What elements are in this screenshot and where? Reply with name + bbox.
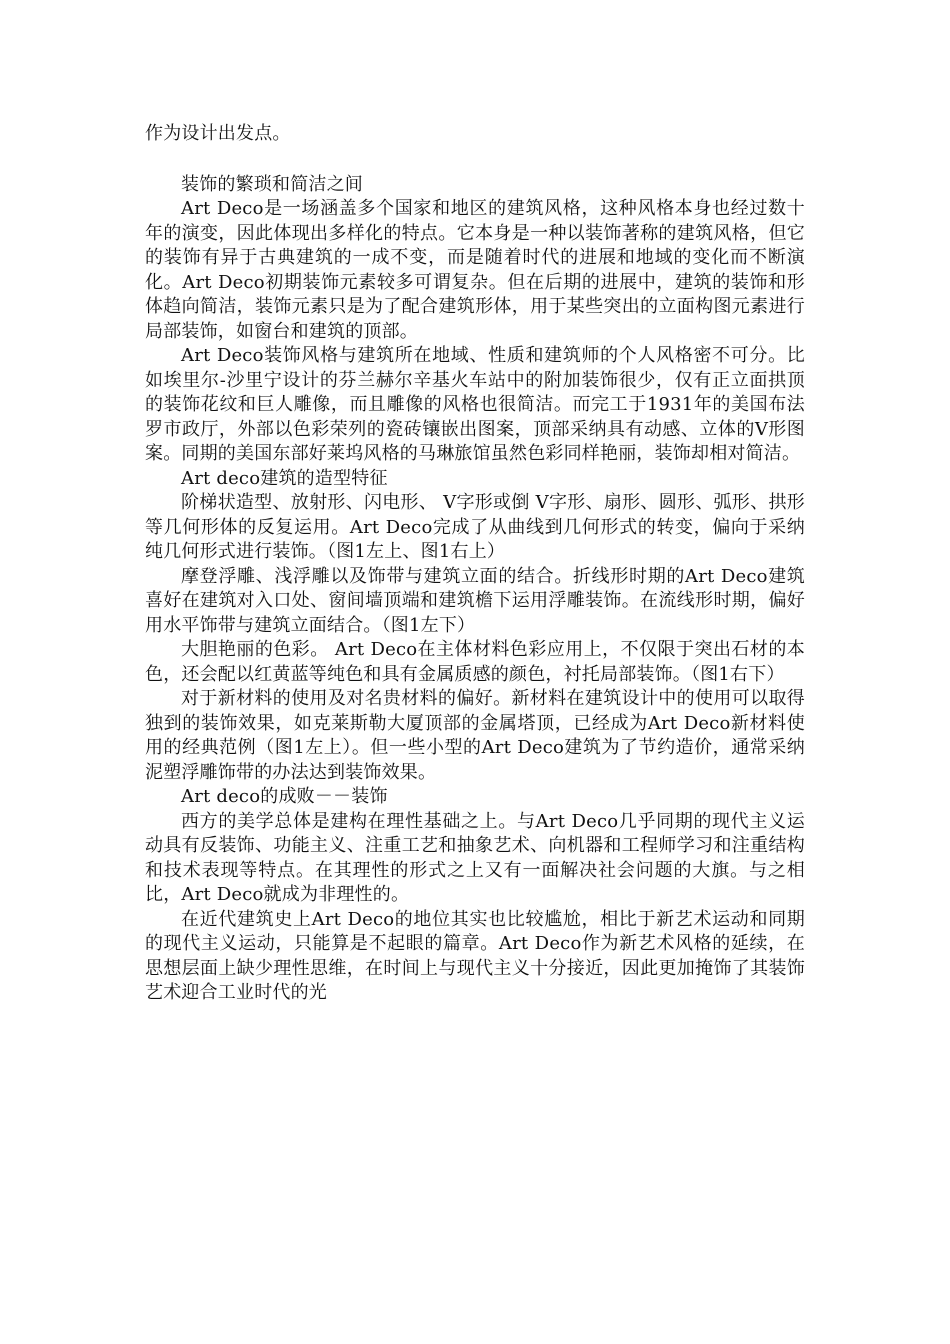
paragraph-gap <box>145 147 805 173</box>
paragraph-western-aesthetics: 西方的美学总体是建构在理性基础之上。与Art Deco几乎同期的现代主义运动具有反装饰、功能主义、注重工艺和抽象艺术、向机器和工程师学习和注重结构和技术表现等特点。在其理性的形式之上又有一面解决社会问题的大旗。与之相比，Art Deco就成为非理性的。 <box>145 810 805 905</box>
section-heading-ornament: 装饰的繁琐和简洁之间 <box>181 173 363 195</box>
paragraph-colors: 大胆艳丽的色彩。 Art Deco在主体材料色彩应用上，不仅限于突出石材的本色，还会配以红黄蓝等纯色和具有金属质感的颜色，衬托局部装饰。（图1右下） <box>145 639 805 685</box>
document-body <box>145 122 805 1006</box>
paragraph-materials: 对于新材料的使用及对名贵材料的偏好。新材料在建筑设计中的使用可以取得独到的装饰效果，如克莱斯勒大厦顶部的金属塔顶，已经成为Art Deco新材料使用的经典范例（图1左上）。但一些小型的Art Deco建筑为了节约造价，通常采纳泥塑浮雕饰带的办法达到装饰效果。 <box>145 688 805 783</box>
section-heading-form-features: Art deco建筑的造型特征 <box>181 467 388 489</box>
paragraph-continuation: 作为设计出发点。 <box>145 123 291 144</box>
paragraph-geometric-forms: 阶梯状造型、放射形、闪电形、 V字形或倒 V字形、扇形、圆形、弧形、拱形等几何形体的反复运用。Art Deco完成了从曲线到几何形式的转变，偏向于采纳纯几何形式进行装饰。（图1左上、图1右上） <box>145 492 805 562</box>
paragraph-relief: 摩登浮雕、浅浮雕以及饰带与建筑立面的结合。折线形时期的Art Deco建筑喜好在建筑对入口处、窗间墙顶端和建筑檐下运用浮雕装饰。在流线形时期，偏好用水平饰带与建筑立面结合。（图1左下） <box>145 565 805 636</box>
section-heading-success-failure: Art deco的成败－－装饰 <box>181 786 388 807</box>
paragraph-history-position: 在近代建筑史上Art Deco的地位其实也比较尴尬，相比于新艺术运动和同期的现代主义运动，只能算是不起眼的篇章。Art Deco作为新艺术风格的延续，在思想层面上缺少理性思维，在时间上与现代主义十分接近，因此更加掩饰了其装饰艺术迎合工业时代的光 <box>145 908 805 1003</box>
paragraph-ornament-evolution: Art Deco是一场涵盖多个国家和地区的建筑风格，这种风格本身也经过数十年的演变，因此体现出多样化的特点。它本身是一种以装饰著称的建筑风格，但它的装饰有异于古典建筑的一成不变，而是随着时代的进展和地域的变化而不断演化。Art Deco初期装饰元素较多可谓复杂。但在后期的进展中，建筑的装饰和形体趋向简洁，装饰元素只是为了配合建筑形体，用于某些突出的立面构图元素进行局部装饰，如窗台和建筑的顶部。 <box>145 198 805 342</box>
paragraph-ornament-region: Art Deco装饰风格与建筑所在地域、性质和建筑师的个人风格密不可分。比如埃里尔-沙里宁设计的芬兰赫尔辛基火车站中的附加装饰很少，仅有正立面拱顶的装饰花纹和巨人雕像，而且雕像的风格也很简洁。而完工于1931年的美国布法罗市政厅，外部以色彩荣列的瓷砖镶嵌出图案，顶部采纳具有动感、立体的V形图案。同期的美国东部好莱坞风格的马琳旅馆虽然色彩同样艳丽，装饰却相对简洁。 <box>145 345 805 464</box>
